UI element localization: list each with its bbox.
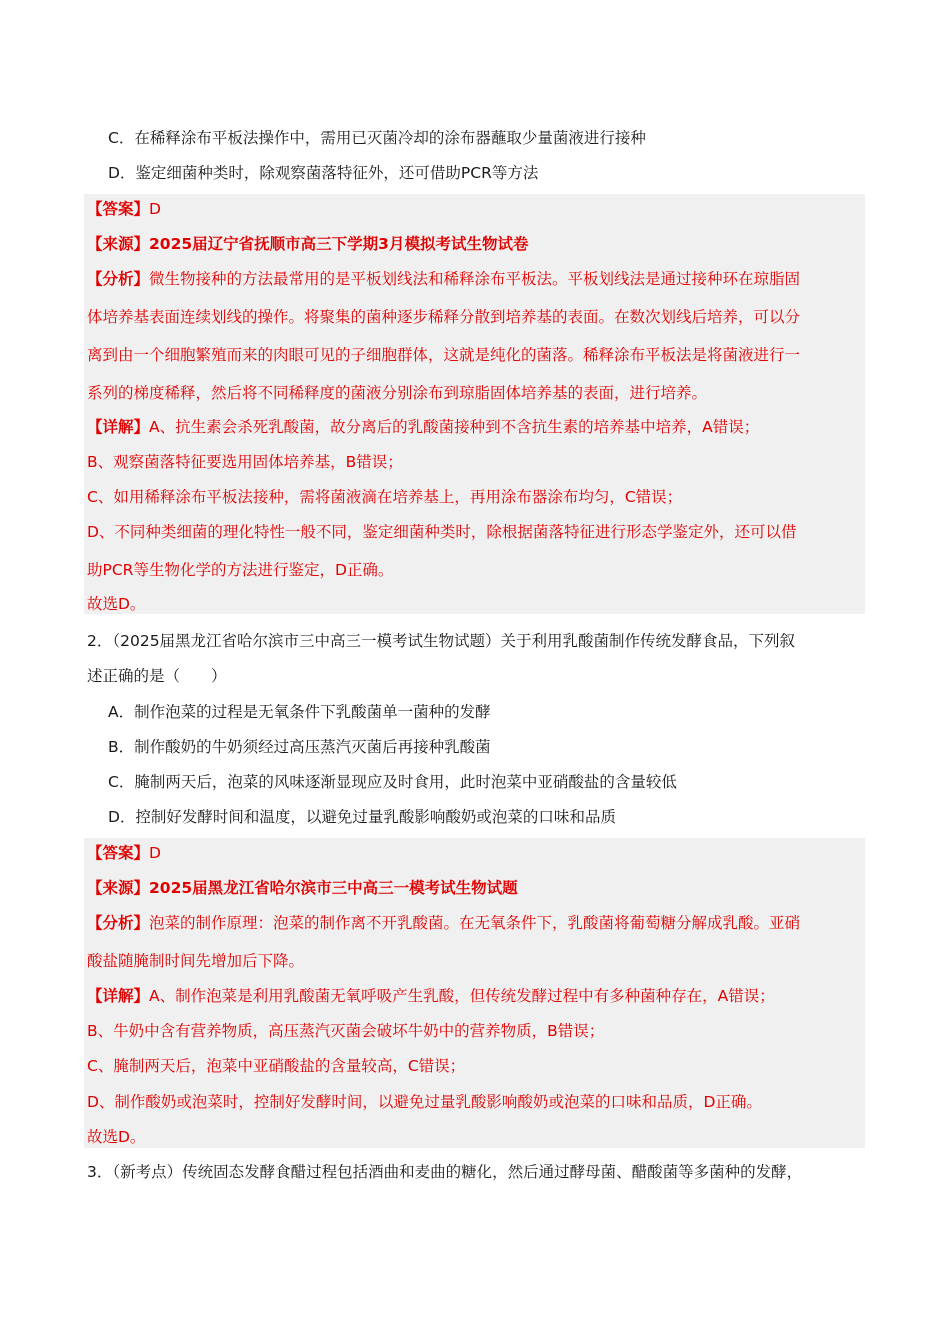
q1-answer-box xyxy=(84,194,865,614)
analysis-text: 泡菜的制作原理：泡菜的制作离不开乳酸菌。在无氧条件下，乳酸菌将葡萄糖分解成乳酸。亚硝 xyxy=(149,914,801,932)
answer-value: D xyxy=(149,844,161,862)
q1-detail-line-5: 助PCR等生物化学的方法进行鉴定，D正确。 xyxy=(87,561,394,579)
q2-option-b: B．制作酸奶的牛奶须经过高压蒸汽灭菌后再接种乳酸菌 xyxy=(108,738,491,756)
q2-detail-line-4: D、制作酸奶或泡菜时，控制好发酵时间，以避免过量乳酸影响酸奶或泡菜的口味和品质，D正确。 xyxy=(87,1093,762,1111)
q2-stem-line-2: 述正确的是（ ） xyxy=(87,667,227,685)
source-tag: 【来源】 xyxy=(87,235,150,253)
q2-detail-line-3: C、腌制两天后，泡菜中亚硝酸盐的含量较高，C错误； xyxy=(87,1057,466,1075)
answer-tag: 【答案】 xyxy=(87,844,150,862)
q2-option-d: D．控制好发酵时间和温度，以避免过量乳酸影响酸奶或泡菜的口味和品质 xyxy=(108,808,616,826)
q2-conclusion: 故选D。 xyxy=(87,1128,146,1146)
analysis-text: 微生物接种的方法最常用的是平板划线法和稀释涂布平板法。平板划线法是通过接种环在琼脂固 xyxy=(149,270,801,288)
q1-detail-line-3: C、如用稀释涂布平板法接种，需将菌液滴在培养基上，再用涂布器涂布均匀，C错误； xyxy=(87,488,683,506)
q1-source-line xyxy=(87,234,528,254)
q2-analysis-line-1 xyxy=(87,913,800,933)
detail-tag: 【详解】 xyxy=(87,418,150,436)
analysis-tag: 【分析】 xyxy=(87,914,150,932)
q1-analysis-line-2: 体培养基表面连续划线的操作。将聚集的菌种逐步稀释分散到培养基的表面。在数次划线后培养，可以分 xyxy=(87,308,801,326)
q1-analysis-line-3: 离到由一个细胞繁殖而来的肉眼可见的子细胞群体，这就是纯化的菌落。稀释涂布平板法是将菌液进行一 xyxy=(87,346,801,364)
q1-conclusion: 故选D。 xyxy=(87,595,146,613)
q1-detail-line-4: D、不同种类细菌的理化特性一般不同，鉴定细菌种类时，除根据菌落特征进行形态学鉴定外，还可以借 xyxy=(87,523,797,541)
q1-analysis-line-4: 系列的梯度稀释，然后将不同稀释度的菌液分别涂布到琼脂固体培养基的表面，进行培养。 xyxy=(87,384,708,402)
source-tag: 【来源】 xyxy=(87,879,150,897)
q2-analysis-line-2: 酸盐随腌制时间先增加后下降。 xyxy=(87,952,305,970)
q2-stem-line-1: 2．（2025届黑龙江省哈尔滨市三中高三一模考试生物试题）关于利用乳酸菌制作传统发酵食品，下列叙 xyxy=(87,632,796,650)
source-value: 2025届黑龙江省哈尔滨市三中高三一模考试生物试题 xyxy=(149,879,518,897)
q1-detail-line-2: B、观察菌落特征要选用固体培养基，B错误； xyxy=(87,453,403,471)
q3-stem-line-1: 3．（新考点）传统固态发酵食醋过程包括酒曲和麦曲的糖化，然后通过酵母菌、醋酸菌等多菌种的发酵， xyxy=(87,1163,803,1181)
q2-detail-line-1 xyxy=(87,986,775,1006)
detail-text: A、抗生素会杀死乳酸菌，故分离后的乳酸菌接种到不含抗生素的培养基中培养，A错误； xyxy=(149,418,760,436)
q1-answer-line xyxy=(87,199,161,219)
analysis-tag: 【分析】 xyxy=(87,270,150,288)
detail-tag: 【详解】 xyxy=(87,987,150,1005)
q1-option-c: C．在稀释涂布平板法操作中，需用已灭菌冷却的涂布器蘸取少量菌液进行接种 xyxy=(108,129,646,147)
q1-option-d: D．鉴定细菌种类时，除观察菌落特征外，还可借助PCR等方法 xyxy=(108,164,539,182)
q1-detail-line-1 xyxy=(87,417,759,437)
q2-source-line xyxy=(87,878,518,898)
q2-option-c: C．腌制两天后，泡菜的风味逐渐显现应及时食用，此时泡菜中亚硝酸盐的含量较低 xyxy=(108,773,677,791)
detail-text: A、制作泡菜是利用乳酸菌无氧呼吸产生乳酸，但传统发酵过程中有多种菌种存在，A错误； xyxy=(149,987,775,1005)
q2-option-a: A．制作泡菜的过程是无氧条件下乳酸菌单一菌种的发酵 xyxy=(108,703,491,721)
answer-tag: 【答案】 xyxy=(87,200,150,218)
q2-answer-line xyxy=(87,843,161,863)
q1-analysis-line-1 xyxy=(87,269,800,289)
answer-value: D xyxy=(149,200,161,218)
q2-detail-line-2: B、牛奶中含有营养物质，高压蒸汽灭菌会破坏牛奶中的营养物质，B错误； xyxy=(87,1022,605,1040)
source-value: 2025届辽宁省抚顺市高三下学期3月模拟考试生物试卷 xyxy=(149,235,529,253)
